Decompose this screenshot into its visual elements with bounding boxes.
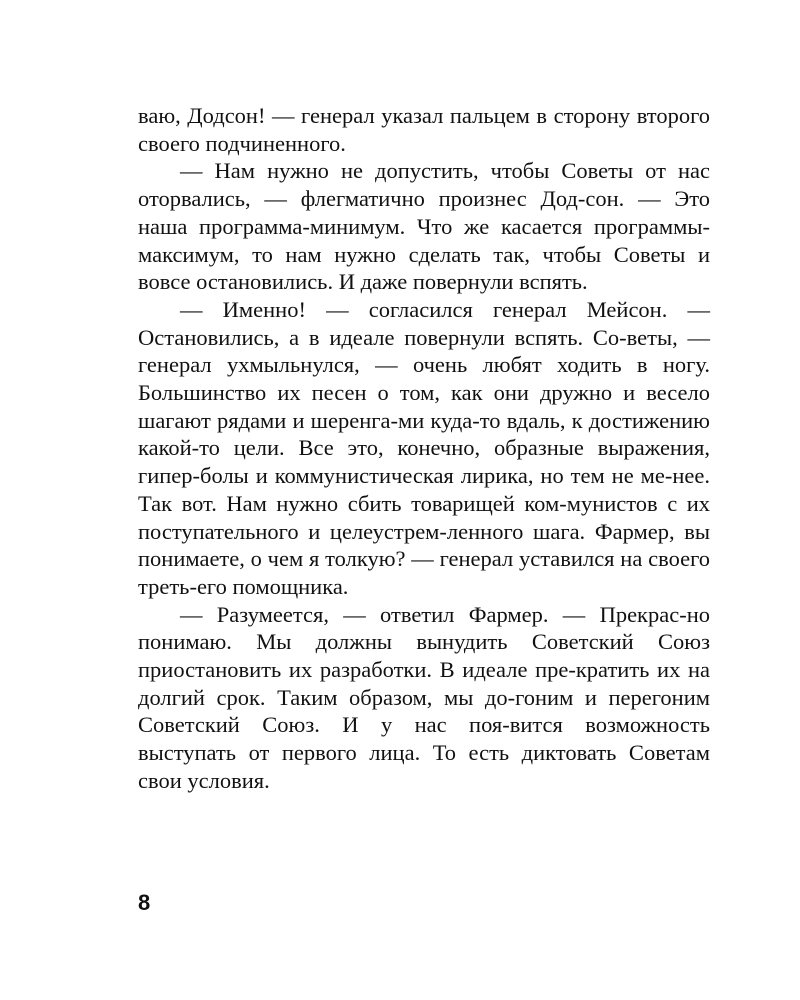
text-line: Все это, конечно, образные выражения, гипер- bbox=[138, 435, 710, 489]
paragraph-4 bbox=[138, 601, 710, 795]
text-line: — Нам нужно не допустить, чтобы Советы от bbox=[180, 158, 678, 184]
text-line: ленного шага. Фармер, вы понимаете, о чем bbox=[138, 518, 710, 572]
text-line: веты, — генерал ухмыльнулся, — очень любят bbox=[138, 324, 710, 378]
text-line: Союз приостановить их разработки. В идеале пре- bbox=[138, 629, 710, 683]
text-line: есть диктовать Советам свои условия. bbox=[138, 740, 710, 793]
text-line: — Разумеется, — ответил Фармер. — Прекрас- bbox=[180, 601, 687, 627]
text-line: ходить в ногу. Большинство их песен о том, как bbox=[138, 352, 711, 406]
paragraph-1 bbox=[138, 102, 710, 157]
paragraph-2 bbox=[138, 157, 710, 296]
page-body-text bbox=[138, 102, 710, 795]
page-number: 8 bbox=[138, 890, 151, 915]
text-line: второго своего подчиненного. bbox=[138, 103, 710, 156]
paragraph-3 bbox=[138, 296, 710, 601]
text-line: ми куда-то вдаль, к достижению какой-то цели. bbox=[138, 407, 710, 461]
text-line: Остановились, а в идеале повернули вспять. Со- bbox=[138, 324, 627, 350]
text-line: — Именно! — согласился генерал Мейсон. — bbox=[180, 296, 710, 322]
text-line: сон. — Это наша программа-минимум. Что же bbox=[138, 186, 710, 239]
text-line: касается программы-максимум, то нам нужно bbox=[138, 213, 710, 267]
text-line: его помощника. bbox=[196, 573, 349, 599]
text-line: сделать так, чтобы Советы и вовсе остановились. bbox=[138, 241, 710, 295]
text-line: вится возможность выступать от первого лица. То bbox=[138, 712, 710, 766]
text-line: гоним и перегоним Советский Союз. И у нас поя- bbox=[138, 684, 710, 738]
text-line: нее. Так вот. Нам нужно сбить товарищей ком- bbox=[138, 463, 710, 516]
text-line: но понимаю. Мы должны вынудить Советский bbox=[138, 601, 710, 655]
text-line: мунистов с их поступательного и целеустрем- bbox=[138, 490, 711, 544]
text-line: ваю, Додсон! — генерал указал пальцем в сторону bbox=[138, 103, 637, 128]
text-line: болы и коммунистическая лирика, но тем не ме- bbox=[200, 463, 673, 489]
text-line: они дружно и весело шагают рядами и шеренга- bbox=[138, 380, 710, 433]
text-line: я толкую? — генерал уставился на своего треть- bbox=[138, 546, 710, 599]
text-line: нас оторвались, — флегматично произнес Дод- bbox=[138, 158, 710, 212]
text-line: И даже повернули вспять. bbox=[338, 269, 588, 295]
text-line: кратить их на долгий срок. Таким образом, мы до- bbox=[138, 657, 710, 710]
